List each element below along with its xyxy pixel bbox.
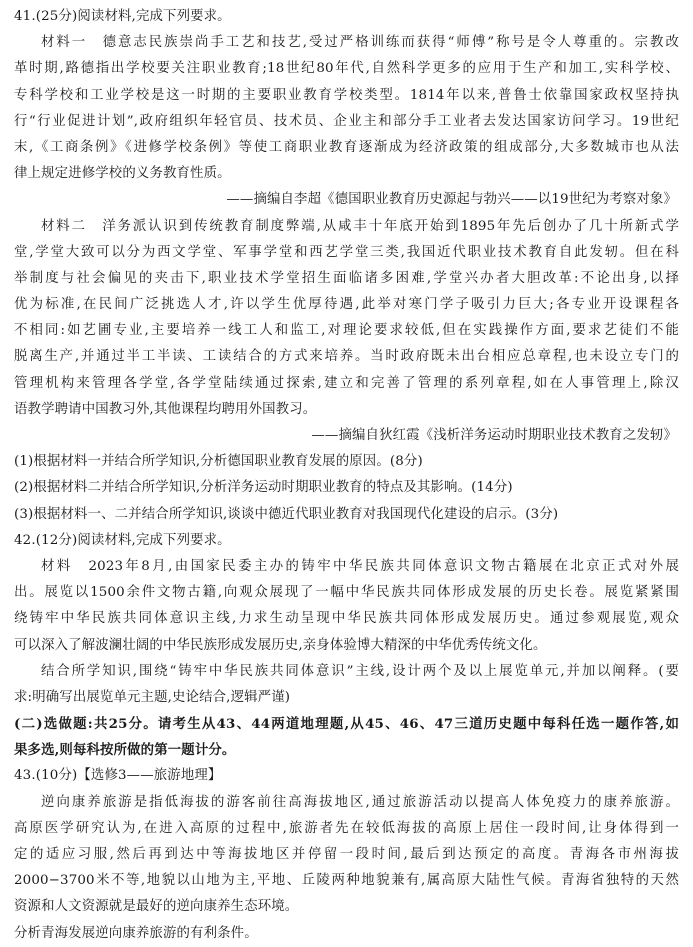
material-2-source: ——摘编自狄红霞《浅析洋务运动时期职业技术教育之发轫》 xyxy=(311,428,677,443)
material-line: 绕铸牢中华民族共同体意识主线,力求生动呈现中华民族共同体形成发展历史。通过参观展览,观众 xyxy=(14,611,679,627)
q41-material-1 xyxy=(14,30,679,187)
material-1-source: ——摘编自李超《德国职业教育历史源起与勃兴——以19世纪为考察对象》 xyxy=(226,192,677,208)
material-line: 优为标准,在民间广泛挑选人才,许以学生优厚待遇,此举对寒门学子吸引力巨大;各专业开设课程各 xyxy=(14,297,679,313)
material-line: 出。展览以1500余件文物古籍,向观众展现了一幅中华民族共同体形成发展的历史长卷。展览紧紧围 xyxy=(14,585,679,601)
material-line: 2000−3700米不等,地貌以山地为主,平地、丘陵两种地貌兼有,属高原大陆性气候。青海省独特的天然 xyxy=(14,873,679,889)
material-line: 定的适应习服,然后再到达中等海拔地区并停留一段时间,最后到达预定的高度。青海各市州海拔 xyxy=(14,847,679,862)
material-line: 材料一 德意志民族崇尚手工艺和技艺,受过严格训练而获得“师傅”称号是令人尊重的。宗教改 xyxy=(41,35,679,51)
q42-material xyxy=(14,554,679,659)
material-line: 律上规定进修学校的义务教育性质。 xyxy=(14,166,231,182)
sub-question-3: (3)根据材料一、二并结合所学知识,谈谈中德近代职业教育对我国现代化建设的启示。(3分) xyxy=(14,506,559,522)
material-line: 革时期,路德指出学校要关注职业教育;18世纪80年代,自然科学更多的应用于生产和加工,实科学校、 xyxy=(14,61,679,77)
material-line: 脱离生产,并通过半工半读、工读结合的方式来培养。当时政府既未出台相应总章程,也未设立专门的 xyxy=(14,349,679,365)
material-line: 行“行业促进计划”,政府组织年轻官员、技术员、企业主和部分手工业者去发达国家访问学习。19世纪 xyxy=(14,113,679,129)
sub-question-1: (1)根据材料一并结合所学知识,分析德国职业教育发展的原因。(8分) xyxy=(14,454,423,470)
material-line: 高原医学研究认为,在进入高原的过程中,旅游者先在较低海拔的高原上居住一段时间,让身体得到一 xyxy=(14,820,679,836)
material-line: 末,《工商条例》《进修学校条例》等使工商职业教育逐渐成为经济政策的组成部分,大多数城市也从法 xyxy=(14,139,679,155)
material-line: 材料二 洋务派认识到传统教育制度弊端,从咸丰十年底开始到1895年先后创办了几十所新式学 xyxy=(41,218,679,234)
q43-material xyxy=(14,790,679,921)
q42-task xyxy=(14,659,679,711)
material-line: 不相同:如艺圃专业,主要培养一线工人和监工,对理论要求较低,但在实践操作方面,要求艺徒们不能 xyxy=(14,323,679,339)
material-line: 材料 2023年8月,由国家民委主办的铸牢中华民族共同体意识文物古籍展在北京正式对外展 xyxy=(41,558,679,574)
task-line: 结合所学知识,围绕“铸牢中华民族共同体意识”主线,设计两个及以上展览单元,并加以阐释。(要 xyxy=(41,663,679,679)
material-line: 语教学聘请中国教习外,其他课程均聘用外国教习。 xyxy=(14,401,317,417)
section-2-instructions xyxy=(14,711,679,763)
q41-material-2 xyxy=(14,214,679,424)
q43-header: 43.(10分)【选修3——旅游地理】 xyxy=(14,768,222,784)
material-line: 堂,学堂大致可以分为西文学堂、军事学堂和西艺学堂三类,我国近代职业技术教育自此发轫。但在科 xyxy=(14,244,679,260)
sub-question-2: (2)根据材料二并结合所学知识,分析洋务运动时期职业教育的特点及其影响。(14分) xyxy=(14,480,513,496)
material-line: 专科学校和工业学校是这一时期的主要职业教育学校类型。1814年以来,普鲁士依靠国家政权坚持执 xyxy=(14,87,679,103)
material-line: 举制度与社会偏见的夹击下,职业技术学堂招生面临诸多困难,学堂兴办者大胆改革:不论出身,以择 xyxy=(14,270,679,286)
q41-questions xyxy=(14,449,679,528)
material-line: 逆向康养旅游是指低海拔的游客前往高海拔地区,通过旅游活动以提高人体免疫力的康养旅游。 xyxy=(41,794,679,810)
q41-header: 41.(25分)阅读材料,完成下列要求。 xyxy=(14,9,231,24)
task-line: 求:明确写出展览单元主题,史论结合,逻辑严谨) xyxy=(14,689,291,705)
section-line: 果多选,则每科按所做的第一题计分。 xyxy=(14,742,236,759)
section-line: (二)选做题:共25分。请考生从43、44两道地理题,从45、46、47三道历史题中每科任选一题作答,如 xyxy=(14,716,679,733)
material-line: 资源和人文资源就是最好的逆向康养生态环境。 xyxy=(14,899,299,915)
q43-question: 分析青海发展逆向康养旅游的有利条件。 xyxy=(14,925,258,941)
material-line: 管理机构来管理各学堂,各学堂陆续通过探索,建立和完善了管理的系列章程,如在人事管理上,除汉 xyxy=(14,375,679,391)
q42-header: 42.(12分)阅读材料,完成下列要求。 xyxy=(14,532,231,548)
material-line: 可以深入了解波澜壮阔的中华民族形成发展历史,亲身体验博大精深的中华优秀传统文化。 xyxy=(14,637,547,653)
